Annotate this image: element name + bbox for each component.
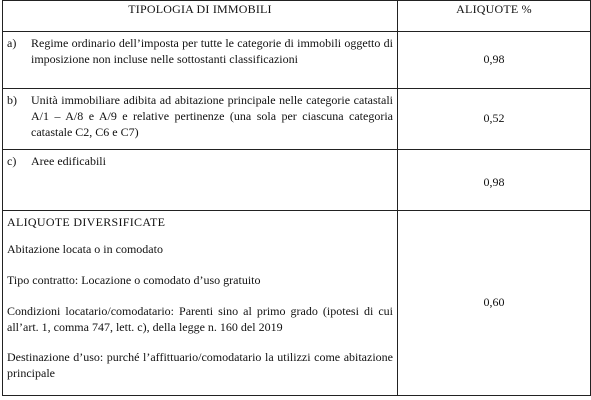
diversificate-rate: 0,60 — [398, 210, 591, 395]
table-header-row — [3, 1, 591, 32]
row-a-rate: 0,98 — [398, 31, 591, 88]
row-c-text: Aree edificabili — [31, 153, 106, 168]
header-aliquote: ALIQUOTE % — [398, 1, 591, 32]
table-row — [3, 88, 591, 149]
row-b-rate: 0,52 — [398, 88, 591, 149]
diversificate-condizioni: Condizioni locatario/comodatario: Parenti sino al primo grado (ipotesi di cui all’art. 1, comma 747, lett. c), della legge n. 160 del 2019 — [7, 303, 393, 334]
diversificate-destinazione: Destinazione d’uso: purché l’affittuario/comodatario la utilizzi come abitazione principale — [7, 349, 393, 380]
table-row — [3, 31, 591, 88]
row-b-text: Unità immobiliare adibita ad abitazione principale nelle categorie catastali A/1 – A/8 e A/9 e relative pertinenze (una sola per ciascuna categoria catastale C2, C6 e C7) — [31, 92, 393, 139]
aliquote-table — [2, 0, 591, 396]
row-a-description — [3, 31, 398, 88]
row-c-label: c) — [7, 153, 17, 168]
diversificate-description — [3, 210, 398, 395]
diversificate-abitazione: Abitazione locata o in comodato — [7, 241, 163, 256]
diversificate-contratto: Tipo contratto: Locazione o comodato d’uso gratuito — [7, 272, 261, 287]
row-b-description — [3, 88, 398, 149]
row-c-rate: 0,98 — [398, 149, 591, 210]
table-row — [3, 210, 591, 395]
diversificate-title: ALIQUOTE DIVERSIFICATE — [7, 214, 166, 229]
row-a-text: Regime ordinario dell’imposta per tutte le categorie di immobili oggetto di imposizione non incluse nelle sottostanti classificazioni — [31, 35, 393, 66]
table-row — [3, 149, 591, 210]
header-tipologia: TIPOLOGIA DI IMMOBILI — [3, 1, 398, 32]
row-a-label: a) — [7, 35, 17, 50]
row-c-description — [3, 149, 398, 210]
row-b-label: b) — [7, 92, 17, 107]
